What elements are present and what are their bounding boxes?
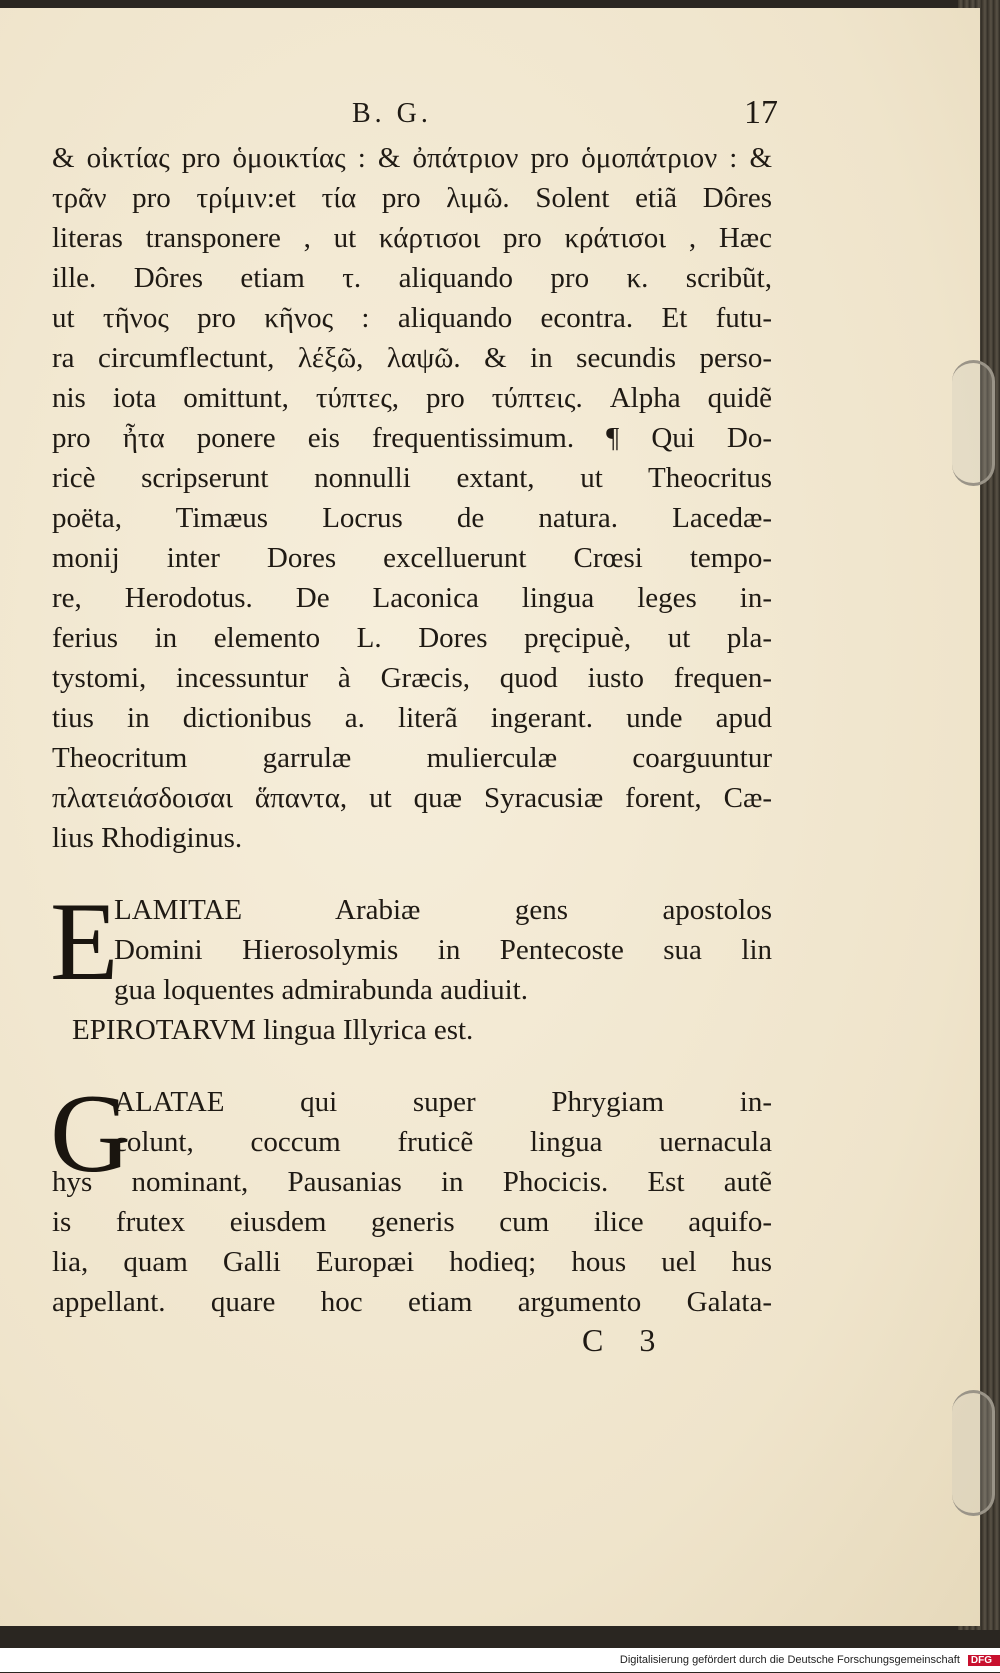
text-line: Theocritum garrulæ mulierculæ coarguuntur [52, 742, 772, 774]
drop-initial-e: E [50, 880, 119, 1004]
text-line: pro ἦτα ponere eis frequentissimum. ¶ Qui Do- [52, 422, 772, 454]
text-line: nis iota omittunt, τύπτες, pro τύπτεις. Alpha quidẽ [52, 382, 772, 414]
entry-epirotarum [52, 1010, 772, 1050]
folio-number: 17 [744, 94, 778, 131]
main-paragraph [52, 138, 772, 858]
entry-line: Domini Hierosolymis in Pentecoste sua lin [114, 934, 772, 966]
entry-line: is frutex eiusdem generis cum ilice aquifo- [52, 1206, 772, 1238]
running-header [52, 94, 778, 138]
text-line: ricè scripserunt nonnulli extant, ut Theocritus [52, 462, 772, 494]
entry-line: appellant. quare hoc etiam argumento Galata- [52, 1286, 772, 1318]
text-line: ille. Dôres etiam τ. aliquando pro κ. scribũt, [52, 262, 772, 294]
text-line: tystomi, incessuntur à Græcis, quod iusto frequen- [52, 662, 772, 694]
footer-credit: Digitalisierung gefördert durch die Deutsche Forschungsgemeinschaft [619, 1654, 960, 1666]
signature-catchword: C 3 [582, 1322, 670, 1358]
text-line: re, Herodotus. De Laconica lingua leges in- [52, 582, 772, 614]
text-line: & οἰκτίας pro ὁμοικτίας : & ὀπάτριον pro ὁμοπάτριον : & [52, 142, 772, 174]
page-clip-top [952, 360, 995, 486]
entry-elamitae [50, 880, 772, 1010]
text-line: ut τῆνος pro κῆνος : aliquando econtra. Et futu- [52, 302, 772, 334]
entry-galatae [50, 1072, 772, 1322]
text-line: poëta, Timæus Locrus de natura. Lacedæ- [52, 502, 772, 534]
page-text [50, 94, 778, 1366]
text-line: ra circumflectunt, λέξῶ, λαψῶ. & in secundis perso- [52, 342, 772, 374]
entry-line: EPIROTARVM lingua Illyrica est. [72, 1014, 474, 1046]
text-line: tius in dictionibus a. literã ingerant. unde apud [52, 702, 772, 734]
entry-line: lia, quam Galli Europæi hodieq; hous uel hus [52, 1246, 772, 1278]
drop-initial-g: G [50, 1072, 131, 1196]
entry-line: colunt, coccum fruticẽ lingua uernacula [114, 1126, 772, 1158]
signature-mark: B. G. [352, 98, 432, 129]
entry-line: LAMITAE Arabiæ gens apostolos [114, 894, 772, 926]
text-line: ferius in elemento L. Dores pręcipuè, ut pla- [52, 622, 772, 654]
entry-line: ALATAE qui super Phrygiam in- [114, 1086, 772, 1118]
dfg-logo: DFG [968, 1655, 1000, 1666]
text-line: literas transponere , ut κάρτισοι pro κράτισοι , Hæc [52, 222, 772, 254]
entry-line: hys nominant, Pausanias in Phocicis. Est autẽ [52, 1166, 772, 1198]
digitization-footer [0, 1648, 1000, 1672]
text-line: lius Rhodiginus. [52, 822, 243, 854]
entry-line: gua loquentes admirabunda audiuit. [114, 974, 528, 1006]
page-clip-bottom [952, 1390, 995, 1516]
text-line: monij inter Dores excelluerunt Crœsi tempo- [52, 542, 772, 574]
text-line: πλατειάσδοισαι ἅπαντα, ut quæ Syracusiæ forent, Cæ- [52, 782, 772, 814]
text-line: τρᾶν pro τρίμιν:et τία pro λιμῶ. Solent etiã Dôres [52, 182, 772, 214]
